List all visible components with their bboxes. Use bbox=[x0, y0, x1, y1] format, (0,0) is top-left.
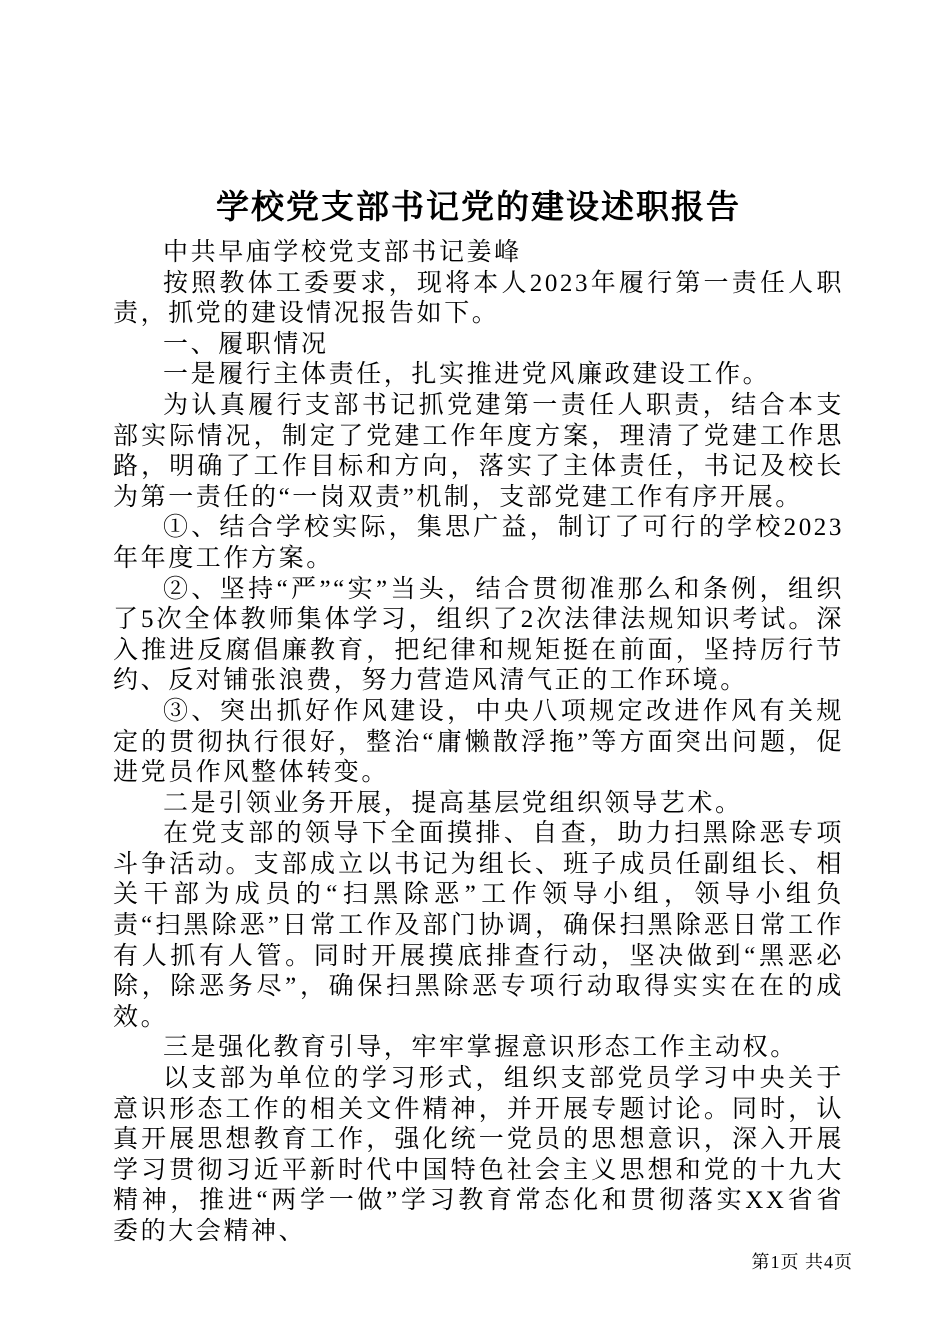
paragraph-byline: 中共早庙学校党支部书记姜峰 bbox=[163, 239, 522, 266]
paragraph-point-3: 三是强化教育引导，牢牢掌握意识形态工作主动权。 bbox=[163, 1034, 798, 1062]
paragraph-intro: 按照教体工委要求，现将本人2023年履行第一责任人职责，抓党的建设情况报告如下。 bbox=[113, 269, 844, 328]
paragraph-point-2: 二是引领业务开展，提高基层党组织领导艺术。 bbox=[163, 789, 743, 817]
paragraph-point-2-detail: 在党支部的领导下全面摸排、自查，助力扫黑除恶专项斗争活动。支部成立以书记为组长、班子成员任副组长、相关干部为成员的“扫黑除恶”工作领导小组，领导小组负责“扫黑除恶”日常工作及部门协调，确保扫黑除恶日常工作有人抓有人管。同时开展摸底排查行动，坚决做到“黑恶必除，除恶务尽”，确保扫黑除恶专项行动取得实实在在的成效。 bbox=[113, 820, 844, 1031]
paragraph-item-3: ③、突出抓好作风建设，中央八项规定改进作风有关规定的贯彻执行很好，整治“庸懒散浮拖”等方面突出问题，促进党员作风整体转变。 bbox=[113, 697, 844, 787]
paragraph-item-2: ②、坚持“严”“实”当头，结合贯彻准那么和条例，组织了5次全体教师集体学习，组织了2次法律法规知识考试。深入推进反腐倡廉教育，把纪律和规矩挺在前面，坚持厉行节约、反对铺张浪费，努力营造风清气正的工作环境。 bbox=[113, 575, 844, 695]
document-body bbox=[113, 238, 844, 1248]
document-title: 学校党支部书记党的建设述职报告 bbox=[216, 190, 741, 226]
paragraph-point-3-detail: 以支部为单位的学习形式，组织支部党员学习中央关于意识形态工作的相关文件精神，并开展专题讨论。同时，认真开展思想教育工作，强化统一党员的思想意识，深入开展学习贯彻习近平新时代中国特色社会主义思想和党的十九大精神，推进“两学一做”学习教育常态化和贯彻落实XX省省委的大会精神、 bbox=[113, 1065, 844, 1245]
page-number: 第1页 共4页 bbox=[751, 1252, 853, 1272]
paragraph-point-1: 一是履行主体责任，扎实推进党风廉政建设工作。 bbox=[163, 361, 771, 389]
paragraph-point-1-detail: 为认真履行支部书记抓党建第一责任人职责，结合本支部实际情况，制定了党建工作年度方案，理清了党建工作思路，明确了工作目标和方向，落实了主体责任，书记及校长为第一责任的“一岗双责”机制，支部党建工作有序开展。 bbox=[113, 391, 844, 511]
paragraph-item-1: ①、结合学校实际，集思广益，制订了可行的学校2023年年度工作方案。 bbox=[113, 514, 844, 572]
paragraph-section-1: 一、履职情况 bbox=[163, 330, 329, 358]
